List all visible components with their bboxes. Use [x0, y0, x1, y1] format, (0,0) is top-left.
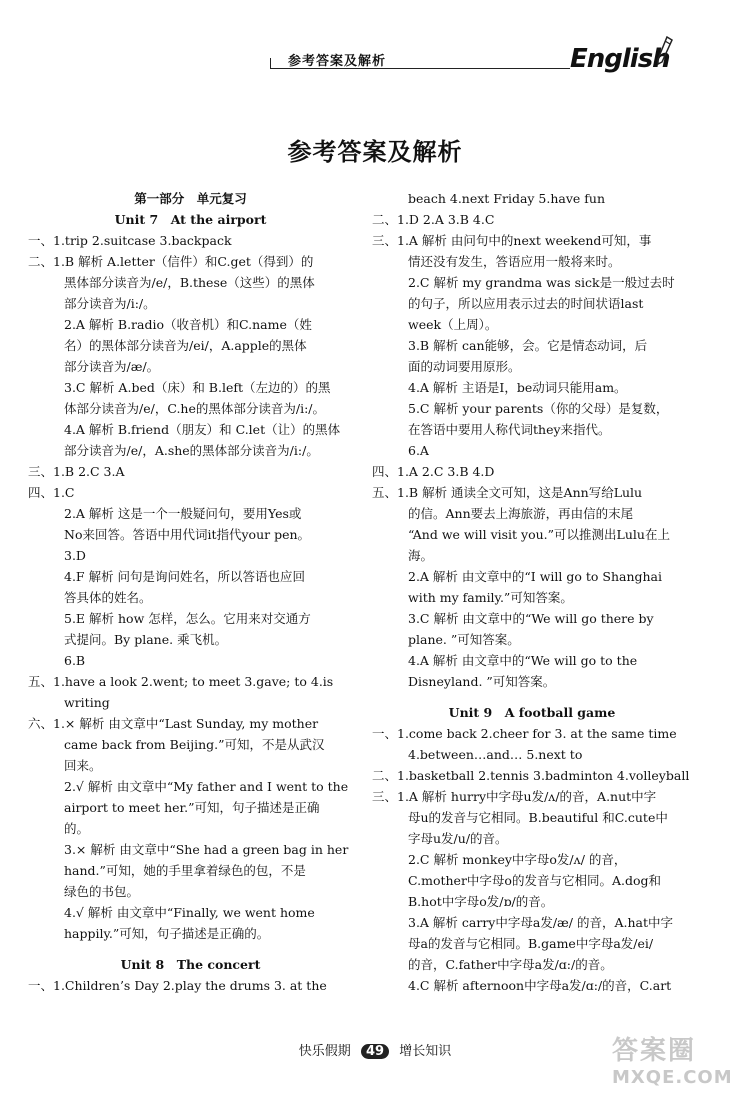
- answer-line: 5.E 解析 how 怎样，怎么。它用来对交通方: [64, 611, 311, 626]
- answer-line: 4.A 解析 由文章中的“We will go to the: [408, 653, 638, 668]
- answer-line: 字母u发/u/的音。: [408, 831, 508, 846]
- watermark-text: 答案圈: [612, 1036, 697, 1066]
- answer-line: 6.B: [64, 653, 86, 668]
- watermark-url: MXQE.COM: [612, 1067, 733, 1088]
- answer-line: 3.C 解析 由文章中的“We will go there by: [408, 611, 654, 626]
- answer-line: 4.A 解析 主语是I，be动词只能用am。: [408, 380, 627, 395]
- answer-line: 3.C 解析 A.bed（床）和 B.left（左边的）的黑: [64, 380, 331, 395]
- answer-line: 黑体部分读音为/e/，B.these（这些）的黑体: [64, 275, 315, 290]
- answer-line: 3.D: [64, 548, 86, 563]
- answer-line: 2.C 解析 monkey中字母o发/ʌ/ 的音，: [408, 852, 627, 867]
- answer-line: 三、1.B 2.C 3.A: [28, 464, 125, 479]
- page-header: [270, 44, 690, 80]
- answer-line: 母u的发音与它相同。B.beautiful 和C.cute中: [408, 810, 668, 825]
- answer-line: with my family.”可知答案。: [408, 590, 573, 605]
- answer-line: 名）的黑体部分读音为/ei/，A.apple的黑体: [64, 338, 307, 353]
- answer-line: 海。: [408, 548, 434, 563]
- answer-line: B.hot中字母o发/ɒ/的音。: [408, 894, 554, 909]
- left-column: [28, 188, 353, 996]
- answer-line: 体部分读音为/e/，C.he的黑体部分读音为/i:/。: [64, 401, 325, 416]
- answer-line: No来回答。答语中用代词it指代your pen。: [64, 527, 311, 542]
- answer-line: 2.A 解析 这是一个一般疑问句，要用Yes或: [64, 506, 302, 521]
- answer-line: hand.”可知，她的手里拿着绿色的包，不是: [64, 863, 306, 878]
- answer-line: 二、1.basketball 2.tennis 3.badminton 4.volleyball: [372, 768, 690, 783]
- header-rule-tick: [270, 58, 271, 68]
- answer-line: writing: [64, 695, 110, 710]
- answer-line: Disneyland. ”可知答案。: [408, 674, 556, 689]
- answer-line: beach 4.next Friday 5.have fun: [408, 191, 606, 206]
- answer-line: 四、1.A 2.C 3.B 4.D: [372, 464, 495, 479]
- answer-line: 2.A 解析 由文章中的“I will go to Shanghai: [408, 569, 663, 584]
- answer-line: 五、1.B 解析 通读全文可知，这是Ann写给Lulu: [372, 485, 643, 500]
- spacer: [372, 692, 692, 702]
- answer-line: 6.A: [408, 443, 429, 458]
- answer-line: 部分读音为/i:/。: [64, 296, 156, 311]
- answer-line: 六、1.× 解析 由文章中“Last Sunday, my mother: [28, 716, 319, 731]
- answer-line: 二、1.D 2.A 3.B 4.C: [372, 212, 495, 227]
- answer-line: 一、1.Children’s Day 2.play the drums 3. at the: [28, 978, 327, 993]
- right-column: [372, 188, 692, 996]
- answer-line: 5.C 解析 your parents（你的父母）是复数，: [408, 401, 669, 416]
- english-logo: English: [570, 44, 670, 74]
- answer-line: 部分读音为/e/，A.she的黑体部分读音为/i:/。: [64, 443, 319, 458]
- answer-line: airport to meet her.”可知，句子描述是正确: [64, 800, 320, 815]
- answer-line: 在答语中要用人称代词they来指代。: [408, 422, 611, 437]
- answer-line: “And we will visit you.”可以推测出Lulu在上: [408, 527, 670, 542]
- answer-line: 4.√ 解析 由文章中“Finally, we went home: [64, 905, 315, 920]
- answer-line: 答具体的姓名。: [64, 590, 152, 605]
- page-number: 49: [361, 1044, 389, 1059]
- answer-line: 的句子，所以应用表示过去的时间状语last: [408, 296, 644, 311]
- answer-line: 二、1.B 解析 A.letter（信件）和C.get（得到）的: [28, 254, 314, 269]
- answer-line: 一、1.come back 2.cheer for 3. at the same time: [372, 726, 677, 741]
- answer-line: 4.F 解析 问句是询问姓名，所以答语也应回: [64, 569, 306, 584]
- answer-line: 2.√ 解析 由文章中“My father and I went to the: [64, 779, 349, 794]
- answer-line: week（上周）。: [408, 317, 498, 332]
- answer-line: 情还没有发生，答语应用一般将来时。: [408, 254, 621, 269]
- answer-line: 4.A 解析 B.friend（朋友）和 C.let（让）的黑体: [64, 422, 341, 437]
- section-heading: Unit 9 A football game: [448, 705, 616, 720]
- answer-line: plane. ”可知答案。: [408, 632, 520, 647]
- answer-line: 3.A 解析 carry中字母a发/æ/ 的音，A.hat中字: [408, 915, 673, 930]
- answer-line: 的信。Ann要去上海旅游，再由信的末尾: [408, 506, 634, 521]
- section-heading: 第一部分 单元复习: [134, 191, 247, 206]
- answer-line: 的音，C.father中字母a发/ɑ:/的音。: [408, 957, 613, 972]
- answer-line: 四、1.C: [28, 485, 75, 500]
- answer-line: 面的动词要用原形。: [408, 359, 521, 374]
- answer-line: 3.× 解析 由文章中“She had a green bag in her: [64, 842, 349, 857]
- answer-line: 绿色的书包。: [64, 884, 140, 899]
- footer-left-text: 快乐假期: [298, 1044, 351, 1059]
- answer-line: 母a的发音与它相同。B.game中字母a发/ei/: [408, 936, 654, 951]
- answer-line: 三、1.A 解析 由问句中的next weekend可知，事: [372, 233, 652, 248]
- page-title: 参考答案及解析: [287, 138, 463, 166]
- answer-line: 4.between…and… 5.next to: [408, 747, 583, 762]
- watermark: [612, 1030, 742, 1092]
- answer-line: 一、1.trip 2.suitcase 3.backpack: [28, 233, 232, 248]
- section-heading: Unit 8 The concert: [120, 957, 261, 972]
- answer-line: happily.”可知，句子描述是正确的。: [64, 926, 270, 941]
- answer-line: 2.C 解析 my grandma was sick是一般过去时: [408, 275, 675, 290]
- answer-line: 式提问。By plane. 乘飞机。: [64, 632, 228, 647]
- answer-line: 部分读音为/æ/。: [64, 359, 160, 374]
- answer-line: came back from Beijing.”可知，不是从武汉: [64, 737, 325, 752]
- answer-line: 4.C 解析 afternoon中字母a发/ɑ:/的音，C.art: [408, 978, 672, 993]
- answer-line: 2.A 解析 B.radio（收音机）和C.name（姓: [64, 317, 312, 332]
- section-heading: Unit 7 At the airport: [114, 212, 267, 227]
- answer-line: 回来。: [64, 758, 102, 773]
- footer-right-text: 增长知识: [399, 1044, 452, 1059]
- answer-line: C.mother中字母o的发音与它相同。A.dog和: [408, 873, 661, 888]
- pencil-icon: [655, 36, 673, 66]
- spacer: [28, 944, 353, 954]
- answer-line: 三、1.A 解析 hurry中字母u发/ʌ/的音，A.nut中字: [372, 789, 657, 804]
- header-label: 参考答案及解析: [288, 54, 387, 69]
- answer-line: 五、1.have a look 2.went; to meet 3.gave; to 4.is: [28, 674, 334, 689]
- answer-line: 的。: [64, 821, 90, 836]
- answer-line: 3.B 解析 can能够，会。它是情态动词，后: [408, 338, 648, 353]
- header-rule: [270, 68, 570, 69]
